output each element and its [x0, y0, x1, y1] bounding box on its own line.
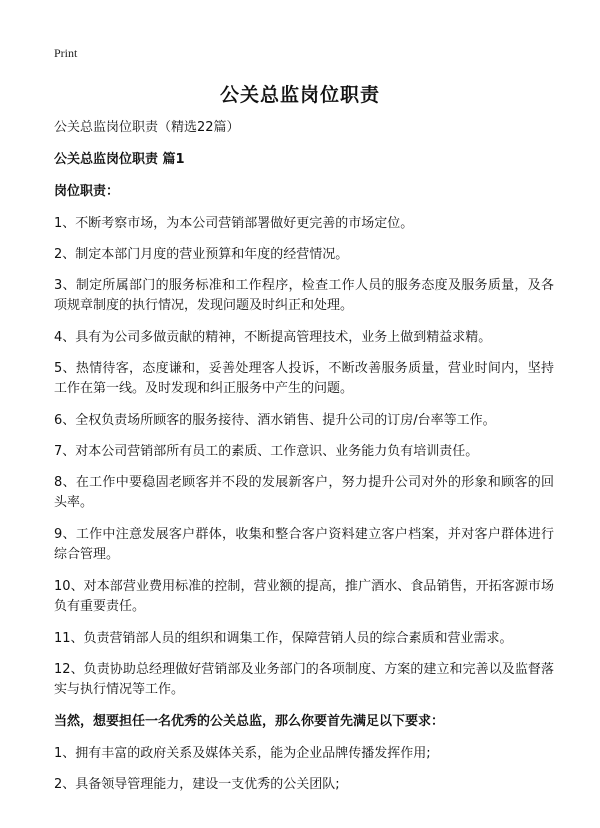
- duty-item: 5、热情待客，态度谦和，妥善处理客人投诉，不断改善服务质量，营业时间内，坚持工作在第一线。及时发现和纠正服务中产生的问题。: [54, 361, 554, 396]
- duty-item: 6、全权负责场所顾客的服务接待、酒水销售、提升公司的订房/台率等工作。: [54, 413, 496, 428]
- page-title: 公关总监岗位职责: [219, 84, 380, 106]
- duties-heading: 岗位职责：: [54, 184, 120, 199]
- duty-item: 8、在工作中要稳固老顾客并不段的发展新客户，努力提升公司对外的形象和顾客的回头率。: [54, 475, 554, 510]
- duty-item: 10、对本部营业费用标准的控制，营业额的提高，推广酒水、食品销售，开拓客源市场负有重要责任。: [54, 579, 554, 614]
- duty-item: 7、对本公司营销部所有员工的素质、工作意识、业务能力负有培训责任。: [54, 444, 479, 459]
- document-subtitle: 公关总监岗位职责（精选22篇）: [54, 120, 240, 135]
- document-body: [54, 118, 554, 806]
- section-heading: 公关总监岗位职责 篇1: [54, 152, 185, 167]
- print-label: Print: [54, 46, 78, 60]
- duty-item: 2、制定本部门月度的营业预算和年度的经营情况。: [54, 247, 349, 262]
- requirement-item: 1、拥有丰富的政府关系及媒体关系，能为企业品牌传播发挥作用;: [54, 746, 431, 761]
- requirement-item: 2、具备领导管理能力，建设一支优秀的公关团队;: [54, 777, 340, 792]
- requirements-heading: 当然，想要担任一名优秀的公关总监，那么你要首先满足以下要求：: [54, 714, 445, 729]
- duty-item: 1、不断考察市场，为本公司营销部署做好更完善的市场定位。: [54, 216, 414, 231]
- duty-item: 4、具有为公司多做贡献的精神，不断提高管理技术，业务上做到精益求精。: [54, 330, 492, 345]
- duty-item: 12、负责协助总经理做好营销部及业务部门的各项制度、方案的建立和完善以及监督落实与执行情况等工作。: [54, 662, 554, 697]
- duty-item: 3、制定所属部门的服务标准和工作程序，检查工作人员的服务态度及服务质量，及各项规章制度的执行情况，发现问题及时纠正和处理。: [54, 278, 554, 313]
- duty-item: 9、工作中注意发展客户群体，收集和整合客户资料建立客户档案，并对客户群体进行综合管理。: [54, 527, 554, 562]
- duty-item: 11、负责营销部人员的组织和调集工作，保障营销人员的综合素质和营业需求。: [54, 631, 513, 646]
